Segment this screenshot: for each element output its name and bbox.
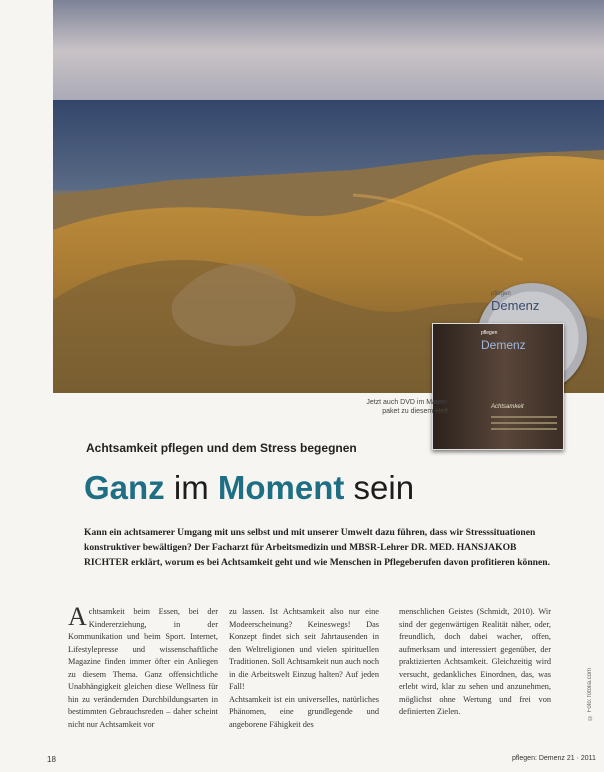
lead-text-2: erklärt, worum es bei Achtsamkeit geht und wie Menschen in Pflegeberufen davon profitieren können. bbox=[128, 557, 551, 568]
body-column-3: menschlichen Geistes (Schmidt, 2010). Wir sind der gegenwärtigen Realität näher, oder, freundlich, doch dabei wacher, offen, aufmerksam und interessiert gegenüber, der praktizierten Achtsamkeit. Gleichzeitig wird versucht, gedankliches Einordnen, das, was erlebt wird, klar zu sehen und anzunehmen, möglichst ohne Wertung und frei von definierten Zielen. bbox=[399, 607, 551, 716]
drop-cap: A bbox=[68, 602, 87, 631]
body-column-1-text: chtsamkeit beim Essen, bei der Kindererziehung, in der Kommunikation und beim Sport. Internet, Lifestylepresse und wissenschaftliche Magazine finden immer öfter ein Anliegen zu diesem Thema. Ganz offensichtliche Unabhängigkeit gleichen diese Wellness für hin zu verändernden Durchbildungsarten in bestimmten Gebrauchsreden – daher scheint nicht nur Achtsamkeit vor bbox=[68, 607, 218, 729]
article-lead bbox=[84, 525, 554, 570]
photo-caption: Jetzt auch DVD im Materi- paket zu diesem Heft bbox=[366, 399, 448, 415]
book-cover bbox=[432, 323, 564, 450]
article-subtitle: Achtsamkeit pflegen und dem Stress begegnen bbox=[86, 441, 357, 455]
lead-text-1: Kann ein achtsamerer Umgang mit uns selbst und mit unserer Umwelt dazu führen, dass wir Stresssituationen konstruktiver bewältigen? Der Facharzt für Arbeitsmedizin und MBSR-Lehrer bbox=[84, 527, 536, 553]
book-text-lines bbox=[491, 416, 557, 434]
dvd-book-product bbox=[432, 283, 592, 455]
body-column-1 bbox=[68, 602, 218, 731]
page-number: 18 bbox=[47, 755, 56, 764]
book-title: Achtsamkeit bbox=[491, 404, 524, 410]
book-logo-small: pflegen bbox=[481, 330, 498, 336]
headline-word-4: sein bbox=[344, 469, 415, 506]
article-headline bbox=[84, 468, 414, 508]
book-logo bbox=[481, 330, 526, 354]
article-body bbox=[68, 602, 576, 736]
lead-author: DR. MED. HANSJAKOB RICHTER bbox=[84, 542, 517, 568]
disc-logo bbox=[491, 291, 539, 315]
magazine-footer: pflegen: Demenz 21 · 2011 bbox=[512, 755, 596, 762]
book-logo-big: Demenz bbox=[481, 338, 526, 352]
photo-credit: © Foto: fotolia.com bbox=[587, 667, 593, 720]
headline-word-3: Moment bbox=[217, 469, 345, 506]
disc-logo-big: Demenz bbox=[491, 298, 540, 313]
headline-word-1: Ganz bbox=[84, 469, 165, 506]
headline-word-2: im bbox=[164, 469, 218, 506]
disc-logo-small: pflegen bbox=[491, 291, 511, 297]
body-column-2: zu lassen. Ist Achtsamkeit also nur eine Modeerscheinung? Keineswegs! Das Konzept findet sich seit Jahrtausenden in den Weltreligionen und vielen spirituellen Traditionen. Soll Achtsamkeit nun auch noch in die Arbeitswelt Einzug halten? Auf jeden Fall! Achtsamkeit ist ein universelles, natürliches Phänomen, eine grundlegende und angeborene Fähigkeit des bbox=[229, 607, 379, 729]
